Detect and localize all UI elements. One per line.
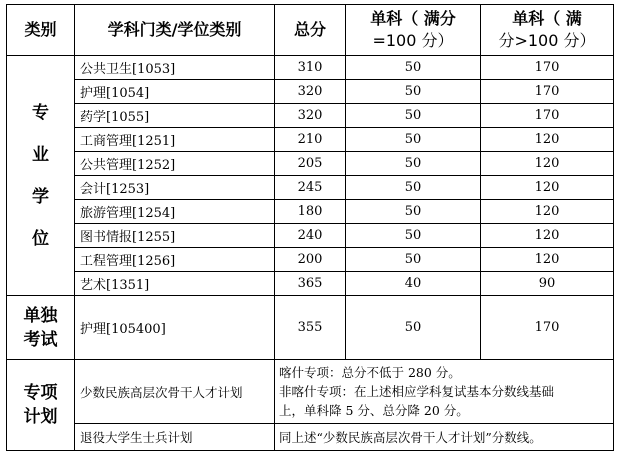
single-gt100-cell: 120 — [481, 200, 614, 224]
category-line: 专项 — [23, 383, 58, 403]
table-row — [7, 200, 614, 224]
table-row-special — [7, 360, 614, 424]
category-special — [7, 360, 75, 451]
category-char: 专 — [32, 102, 49, 123]
note-line: 上，单科降 5 分、总分降 20 分。 — [279, 403, 469, 418]
total-cell: 240 — [275, 224, 346, 248]
header-single-gt100-line1: 单科（ 满 — [512, 9, 582, 28]
plan-minority-notes — [275, 360, 614, 424]
category-line: 单独 — [23, 305, 58, 326]
table-row — [7, 248, 614, 272]
total-cell: 180 — [275, 200, 346, 224]
total-cell: 355 — [275, 296, 346, 360]
single-100-cell: 50 — [346, 128, 481, 152]
note-line: 非喀什专项：在上述相应学科复试基本分数线基础 — [279, 384, 555, 399]
header-single-gt100 — [481, 5, 614, 56]
single-100-cell: 50 — [346, 224, 481, 248]
header-row — [7, 5, 614, 56]
note-line: 喀什专项：总分不低于 280 分。 — [279, 365, 461, 380]
total-cell: 210 — [275, 128, 346, 152]
plan-veteran-note: 同上述“少数民族高层次骨干人才计划”分数线。 — [275, 424, 614, 451]
header-single-100 — [346, 5, 481, 56]
subject-cell: 公共卫生[1053] — [75, 56, 275, 80]
category-line: 计划 — [23, 407, 58, 427]
plan-veteran: 退役大学生士兵计划 — [75, 424, 275, 451]
single-100-cell: 50 — [346, 200, 481, 224]
table-row — [7, 80, 614, 104]
plan-minority: 少数民族高层次骨干人才计划 — [75, 360, 275, 424]
total-cell: 205 — [275, 152, 346, 176]
subject-cell: 图书情报[1255] — [75, 224, 275, 248]
subject-cell: 公共管理[1252] — [75, 152, 275, 176]
table-row — [7, 152, 614, 176]
table-row — [7, 104, 614, 128]
category-char: 位 — [32, 228, 49, 249]
total-cell: 320 — [275, 104, 346, 128]
single-100-cell: 50 — [346, 104, 481, 128]
single-100-cell: 40 — [346, 272, 481, 296]
single-gt100-cell: 120 — [481, 224, 614, 248]
table-row — [7, 56, 614, 80]
header-total: 总分 — [275, 5, 346, 56]
single-gt100-cell: 120 — [481, 152, 614, 176]
header-single-gt100-line2: 分>100 分） — [498, 31, 596, 50]
single-gt100-cell: 120 — [481, 248, 614, 272]
subject-cell: 工程管理[1256] — [75, 248, 275, 272]
single-gt100-cell: 90 — [481, 272, 614, 296]
table-row — [7, 272, 614, 296]
single-100-cell: 50 — [346, 296, 481, 360]
category-char: 业 — [32, 144, 49, 165]
single-100-cell: 50 — [346, 152, 481, 176]
header-subject: 学科门类/学位类别 — [75, 5, 275, 56]
category-professional — [7, 56, 75, 296]
single-gt100-cell: 170 — [481, 104, 614, 128]
table-row — [7, 224, 614, 248]
subject-cell: 护理[1054] — [75, 80, 275, 104]
single-gt100-cell: 120 — [481, 176, 614, 200]
category-char: 学 — [32, 186, 49, 207]
header-single-100-line1: 单科（ 满分 — [370, 9, 456, 28]
single-100-cell: 50 — [346, 248, 481, 272]
table-row-special — [7, 424, 614, 451]
total-cell: 310 — [275, 56, 346, 80]
category-independent — [7, 296, 75, 360]
table-row-independent — [7, 296, 614, 360]
subject-cell: 药学[1055] — [75, 104, 275, 128]
single-gt100-cell: 120 — [481, 128, 614, 152]
subject-cell: 工商管理[1251] — [75, 128, 275, 152]
single-gt100-cell: 170 — [481, 56, 614, 80]
header-single-100-line2: =100 分） — [372, 31, 454, 50]
subject-cell: 旅游管理[1254] — [75, 200, 275, 224]
total-cell: 245 — [275, 176, 346, 200]
table-row — [7, 128, 614, 152]
subject-cell: 会计[1253] — [75, 176, 275, 200]
single-gt100-cell: 170 — [481, 80, 614, 104]
single-gt100-cell: 170 — [481, 296, 614, 360]
table-row — [7, 176, 614, 200]
total-cell: 365 — [275, 272, 346, 296]
subject-cell: 艺术[1351] — [75, 272, 275, 296]
subject-cell: 护理[105400] — [75, 296, 275, 360]
total-cell: 320 — [275, 80, 346, 104]
header-category: 类别 — [7, 5, 75, 56]
category-line: 考试 — [23, 329, 58, 350]
single-100-cell: 50 — [346, 80, 481, 104]
single-100-cell: 50 — [346, 56, 481, 80]
score-table — [6, 4, 614, 451]
total-cell: 200 — [275, 248, 346, 272]
single-100-cell: 50 — [346, 176, 481, 200]
